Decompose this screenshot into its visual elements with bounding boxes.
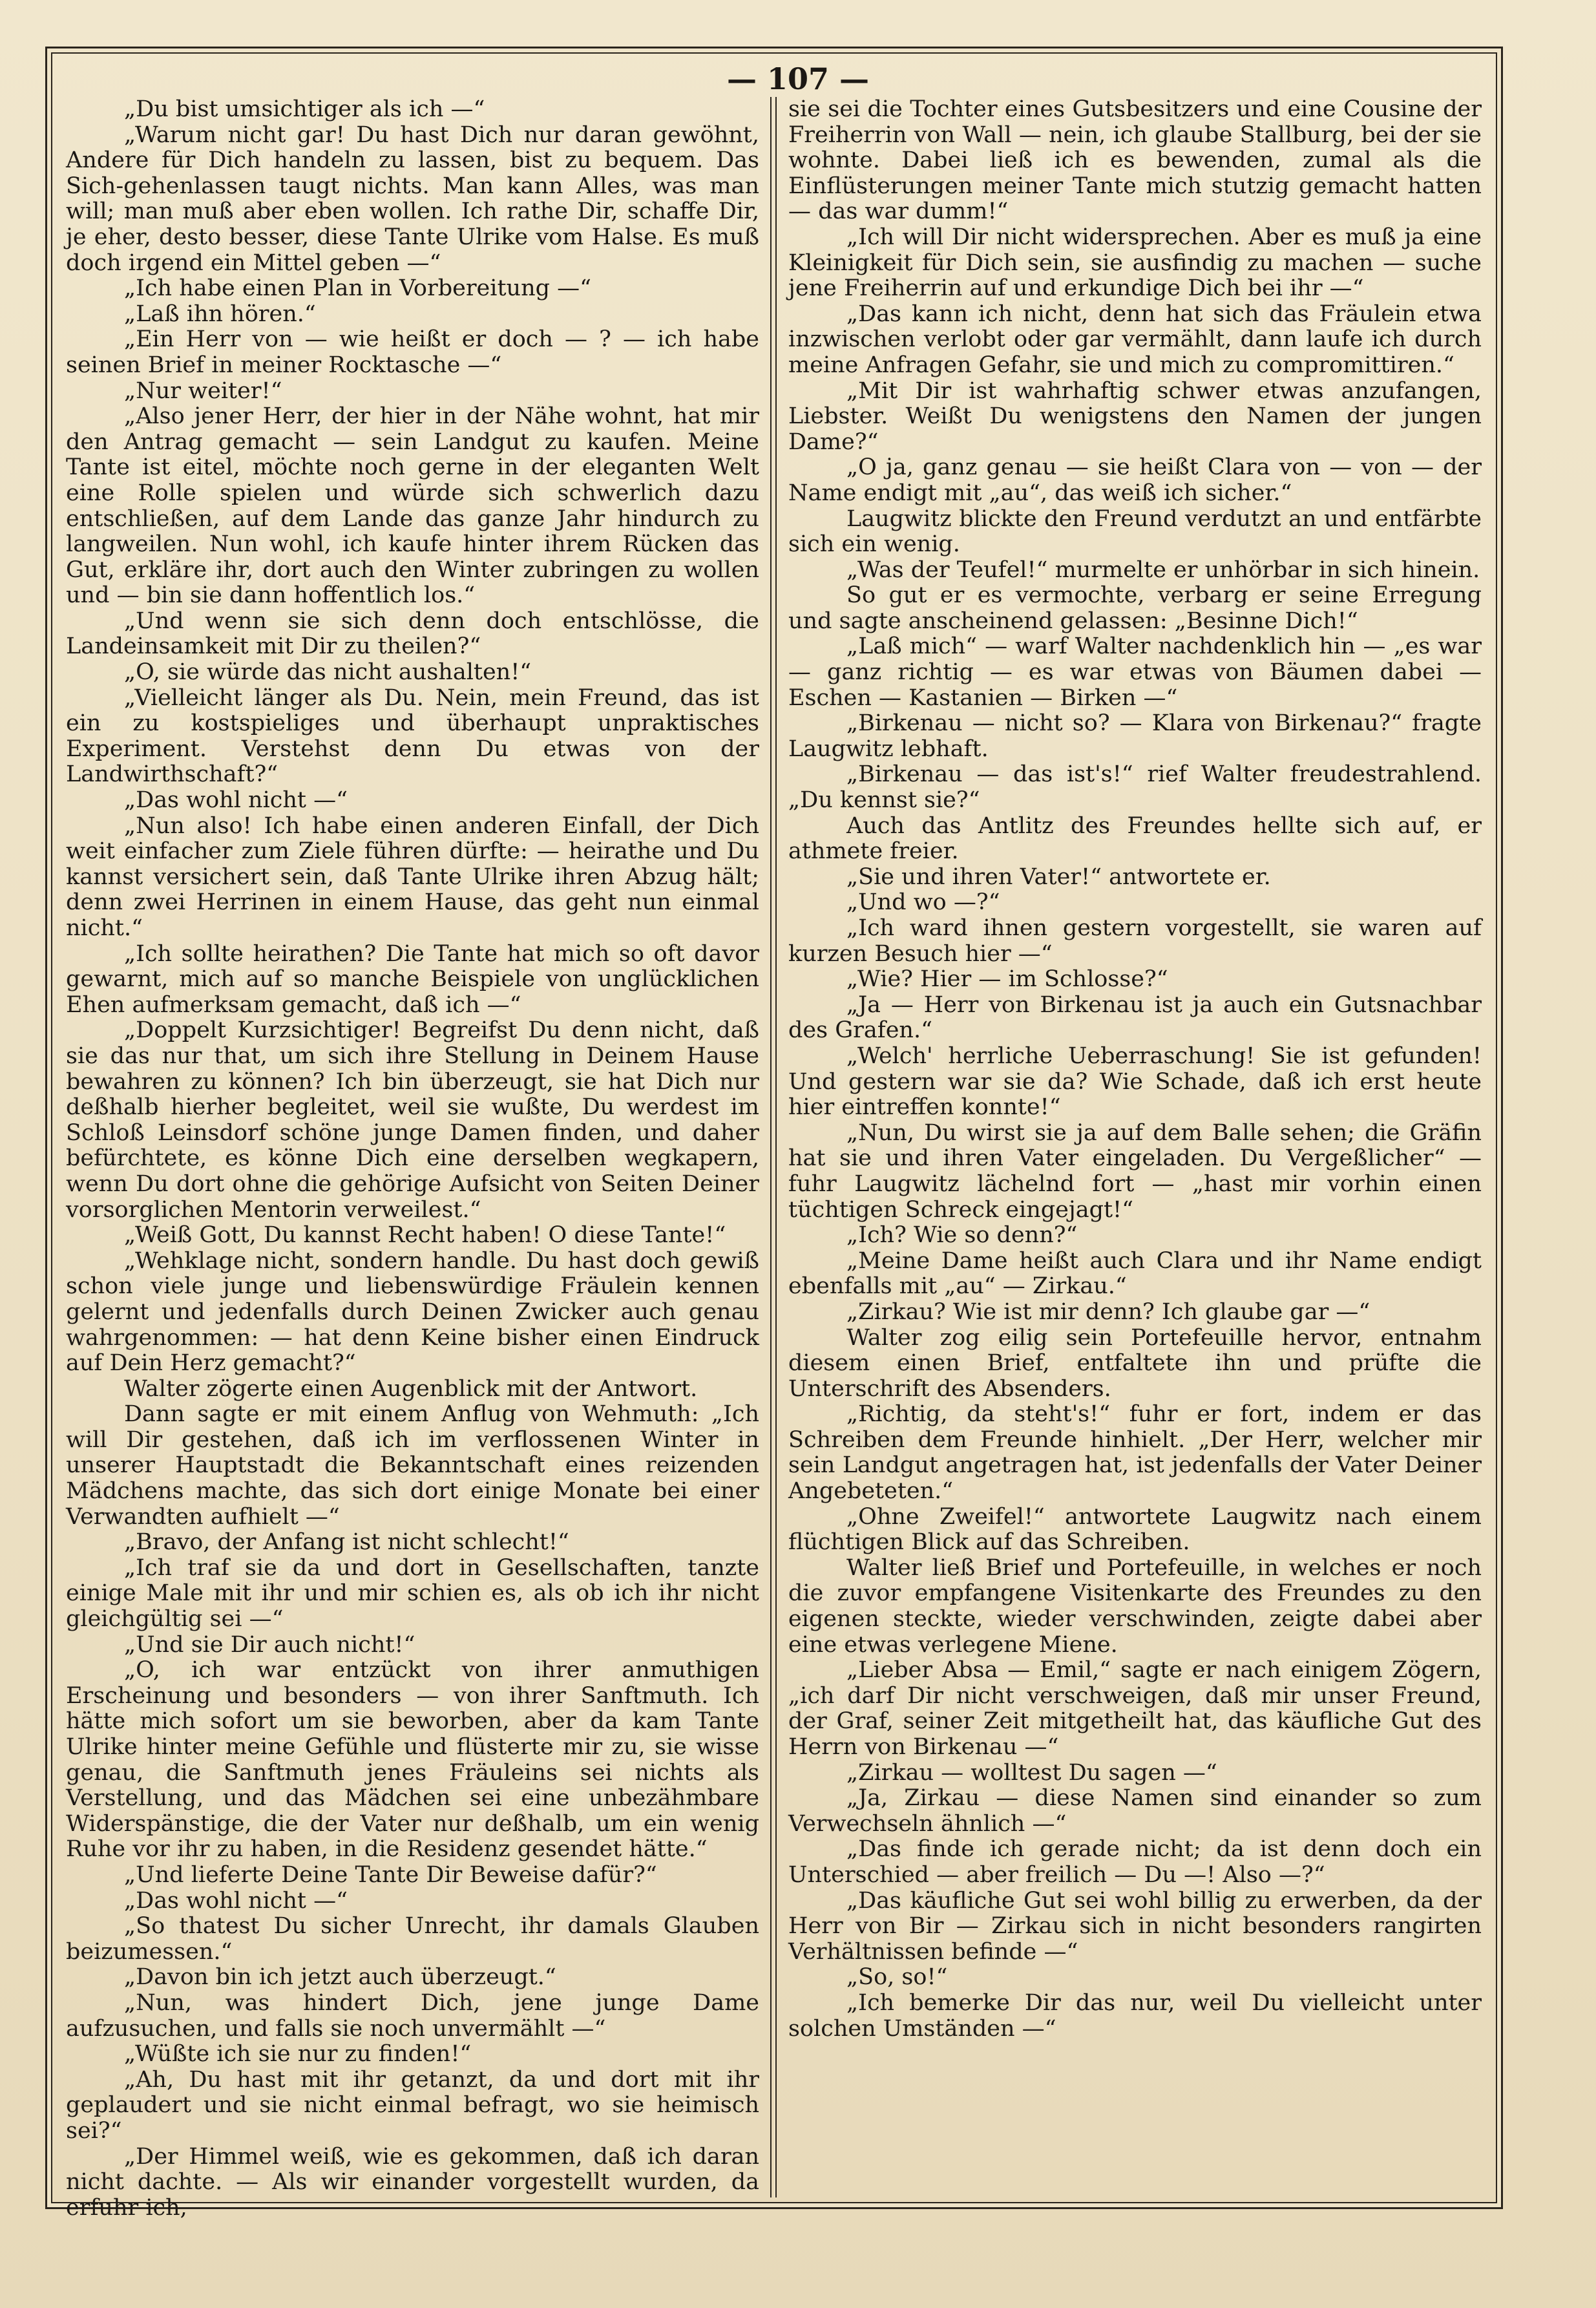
paragraph: „Richtig, da steht's!“ fuhr er fort, indem er das Schreiben dem Freunde hinhielt. „Der Herr, welcher mir sein Landgut angetragen hat, ist jedenfalls der Vater Deiner Angebeteten.“ (788, 1401, 1482, 1505)
paragraph: „Davon bin ich jetzt auch überzeugt.“ (124, 1964, 556, 1991)
paragraph: „Wüßte ich sie nur zu finden!“ (124, 2041, 472, 2068)
paragraph: „So, so!“ (846, 1964, 948, 1991)
paragraph: „Das käufliche Gut sei wohl billig zu erwerben, da der Herr von Bir — Zirkau sich in nicht besonders rangirten Verhältnissen befinde —“ (788, 1887, 1482, 1965)
paragraph: Auch das Antlitz des Freundes hellte sich auf, er athmete freier. (788, 812, 1482, 865)
paragraph: „Zirkau — wolltest Du sagen —“ (846, 1759, 1217, 1786)
paragraph: „Meine Dame heißt auch Clara und ihr Name endigt ebenfalls mit „au“ — Zirkau.“ (788, 1247, 1482, 1300)
paragraph: „Ein Herr von — wie heißt er doch — ? — ich habe seinen Brief in meiner Rocktasche —“ (66, 326, 759, 378)
paragraph: „Das finde ich gerade nicht; da ist denn doch ein Unterschied — aber freilich — Du —! Also —?“ (788, 1836, 1482, 1888)
paragraph: „Das kann ich nicht, denn hat sich das Fräulein etwa inzwischen verlobt oder gar vermählt, dann laufe ich durch meine Anfragen Gefahr, sie und mich zu compromittiren.“ (788, 301, 1482, 378)
paragraph: „Du bist umsichtiger als ich —“ (124, 96, 485, 122)
paragraph: „Nur weiter!“ (124, 377, 282, 404)
paragraph: „Sie und ihren Vater!“ antwortete er. (846, 863, 1271, 890)
paragraph: „Der Himmel weiß, wie es gekommen, daß ich daran nicht dachte. — Als wir einander vorgestellt wurden, da erfuhr ich, (66, 2143, 759, 2221)
paragraph: „Nun, Du wirst sie ja auf dem Balle sehen; die Gräfin hat sie und ihren Vater eingeladen. Du Vergeßlicher“ — fuhr Laugwitz lächelnd fort — „hast mir vorhin einen tüchtigen Schreck eingejagt!“ (788, 1119, 1482, 1223)
paragraph: „Laß ihn hören.“ (124, 301, 316, 327)
paragraph: Dann sagte er mit einem Anflug von Wehmuth: „Ich will Dir gestehen, daß ich im verflossenen Winter in unserer Hauptstadt die Bekanntschaft eines reizenden Mädchens machte, das sich dort einige Monate bei einer Verwandten aufhielt —“ (66, 1401, 759, 1530)
paragraph: „Nun also! Ich habe einen anderen Einfall, der Dich weit einfacher zum Ziele führen dürfte: — heirathe und Du kannst versichert sein, daß Tante Ulrike ihren Abzug hält; denn zwei Herrinen in einem Hause, das geht nun einmal nicht.“ (66, 812, 759, 941)
paragraph: „Ich traf sie da und dort in Gesellschaften, tanzte einige Male mit ihr und mir schien es, als ob ich ihr nicht gleichgültig sei —“ (66, 1554, 759, 1633)
paragraph: „Vielleicht länger als Du. Nein, mein Freund, das ist ein zu kostspieliges und überhaupt unpraktisches Experiment. Verstehst denn Du etwas von der Landwirthschaft?“ (66, 684, 759, 788)
column-divider (770, 97, 772, 2197)
paragraph: „Welch' herrliche Ueberraschung! Sie ist gefunden! Und gestern war sie da? Wie Schade, daß ich erst heute hier eintreffen konnte!“ (788, 1043, 1482, 1121)
paragraph: „Das wohl nicht —“ (124, 787, 348, 814)
paragraph: „Doppelt Kurzsichtiger! Begreifst Du denn nicht, daß sie das nur that, um sich ihre Stellung in Deinem Hause bewahren zu können? Ich bin überzeugt, sie hat Dich nur deßhalb hierher begleitet, weil sie wußte, Du werdest im Schloß Leinsdorf schöne junge Damen finden, und daher befürchtete, es könne Dich eine derselben wegkapern, wenn Du dort ohne die gehörige Aufsicht von Seiten Deiner vorsorglichen Mentorin verweilest.“ (66, 1017, 759, 1223)
paragraph: „Birkenau — nicht so? — Klara von Birkenau?“ fragte Laugwitz lebhaft. (788, 710, 1482, 762)
page-number: — 107 — (726, 61, 870, 96)
paragraph: Walter ließ Brief und Portefeuille, in welches er noch die zuvor empfangene Visitenkarte des Freundes zu den eigenen steckte, wieder verschwinden, zeigte dabei aber eine etwas verlegene Miene. (788, 1554, 1482, 1658)
right-text-column (788, 97, 1482, 2197)
paragraph: „Ich? Wie so denn?“ (846, 1222, 1078, 1249)
paragraph: „O, sie würde das nicht aushalten!“ (124, 659, 532, 686)
paragraph: „Ich bemerke Dir das nur, weil Du vielleicht unter solchen Umständen —“ (788, 1989, 1482, 2042)
paragraph: „Was der Teufel!“ murmelte er unhörbar in sich hinein. (846, 556, 1480, 583)
paragraph: „Nun, was hindert Dich, jene junge Dame aufzusuchen, und falls sie noch unvermählt —“ (66, 1989, 759, 2042)
paragraph: „Also jener Herr, der hier in der Nähe wohnt, hat mir den Antrag gemacht — sein Landgut zu kaufen. Meine Tante ist eitel, möchte noch gerne in der eleganten Welt eine Rolle spielen und würde sich schwerlich dazu entschließen, auf dem Lande das ganze Jahr hindurch zu langweilen. Nun wohl, ich kaufe hinter ihrem Rücken das Gut, erkläre ihr, dort auch den Winter zubringen zu wollen und — bin sie dann hoffentlich los.“ (66, 403, 759, 609)
paragraph: „Ich will Dir nicht widersprechen. Aber es muß ja eine Kleinigkeit für Dich sein, sie ausfindig zu machen — suche jene Freiherrin auf und erkundige Dich bei ihr —“ (788, 224, 1482, 302)
paragraph: „Bravo, der Anfang ist nicht schlecht!“ (124, 1529, 569, 1556)
paragraph: Walter zögerte einen Augenblick mit der Antwort. (124, 1375, 698, 1402)
paragraph: „Birkenau — das ist's!“ rief Walter freudestrahlend. „Du kennst sie?“ (788, 761, 1482, 814)
paragraph: „Ich ward ihnen gestern vorgestellt, sie waren auf kurzen Besuch hier —“ (788, 915, 1482, 967)
paragraph: „Warum nicht gar! Du hast Dich nur daran gewöhnt, Andere für Dich handeln zu lassen, bist zu bequem. Das Sich-gehenlassen taugt nichts. Man kann Alles, was man will; man muß aber eben wollen. Ich rathe Dir, schaffe Dir, je eher, desto besser, diese Tante Ulrike vom Halse. Es muß doch irgend ein Mittel geben —“ (66, 122, 759, 276)
paragraph: „Ah, Du hast mit ihr getanzt, da und dort mit ihr geplaudert und sie nicht einmal befragt, wo sie heimisch sei?“ (66, 2066, 759, 2144)
paragraph: „Weiß Gott, Du kannst Recht haben! O diese Tante!“ (124, 1222, 726, 1249)
paragraph: „Ich sollte heirathen? Die Tante hat mich so oft davor gewarnt, mich auf so manche Beispiele von unglücklichen Ehen aufmerksam gemacht, daß ich —“ (66, 940, 759, 1018)
paragraph: „O ja, ganz genau — sie heißt Clara von — von — der Name endigt mit „au“, das weiß ich sicher.“ (788, 454, 1482, 506)
paragraph: „O, ich war entzückt von ihrer anmuthigen Erscheinung und besonders — von ihrer Sanftmuth. Ich hätte mich sofort um sie beworben, aber da kam Tante Ulrike hinter meine Gefühle und flüsterte mir zu, sie wisse genau, die Sanftmuth jenes Fräuleins sei nichts als Verstellung, und das Mädchen sei eine unbezähmbare Widerspänstige, die der Vater nur deßhalb, um ein wenig Ruhe vor ihr zu haben, in die Residenz gesendet hätte.“ (66, 1657, 759, 1863)
paragraph: Walter zog eilig sein Portefeuille hervor, entnahm diesem einen Brief, entfaltete ihn und prüfte die Unterschrift des Absenders. (788, 1324, 1482, 1402)
paragraph: „Mit Dir ist wahrhaftig schwer etwas anzufangen, Liebster. Weißt Du wenigstens den Namen der jungen Dame?“ (788, 377, 1482, 455)
paragraph: „Das wohl nicht —“ (124, 1887, 348, 1914)
paragraph: „Laß mich“ — warf Walter nachdenklich hin — „es war — ganz richtig — es war etwas von Bäumen dabei — Eschen — Kastanien — Birken —“ (788, 633, 1482, 711)
paragraph: So gut er es vermochte, verbarg er seine Erregung und sagte anscheinend gelassen: „Besinne Dich!“ (788, 582, 1482, 634)
paragraph: „Zirkau? Wie ist mir denn? Ich glaube gar —“ (846, 1298, 1370, 1325)
paragraph: „Wie? Hier — im Schlosse?“ (846, 966, 1168, 993)
paragraph: „Und wenn sie sich denn doch entschlösse, die Landeinsamkeit mit Dir zu theilen?“ (66, 608, 759, 660)
paragraph: „Und sie Dir auch nicht!“ (124, 1631, 415, 1658)
paragraph: „Ohne Zweifel!“ antwortete Laugwitz nach einem flüchtigen Blick auf das Schreiben. (788, 1503, 1482, 1556)
paragraph: „Und lieferte Deine Tante Dir Beweise dafür?“ (124, 1861, 657, 1888)
left-text-column (66, 96, 759, 2221)
paragraph: „Ja, Zirkau — diese Namen sind einander so zum Verwechseln ähnlich —“ (788, 1785, 1482, 1837)
paragraph: „Wehklage nicht, sondern handle. Du hast doch gewiß schon viele junge und liebenswürdige Fräulein kennen gelernt und jedenfalls durch Deinen Zwicker auch genau wahrgenommen: — hat denn Keine bisher einen Eindruck auf Dein Herz gemacht?“ (66, 1247, 759, 1377)
paragraph: sie sei die Tochter eines Gutsbesitzers und eine Cousine der Freiherrin von Wall — nein, ich glaube Stallburg, bei der sie wohnte. Dabei ließ ich es bewenden, zumal als die Einflüsterungen meiner Tante mich stutzig gemacht hatten — das war dumm!“ (788, 96, 1482, 225)
paragraph: Laugwitz blickte den Freund verdutzt an und entfärbte sich ein wenig. (788, 505, 1482, 558)
paragraph: „Und wo —?“ (846, 889, 1000, 916)
paragraph: „So thatest Du sicher Unrecht, ihr damals Glauben beizumessen.“ (66, 1913, 759, 1965)
paragraph: „Ich habe einen Plan in Vorbereitung —“ (124, 275, 592, 302)
paragraph: „Ja — Herr von Birkenau ist ja auch ein Gutsnachbar des Grafen.“ (788, 991, 1482, 1044)
paragraph: „Lieber Absa — Emil,“ sagte er nach einigem Zögern, „ich darf Dir nicht verschweigen, daß mir unser Freund, der Graf, seiner Zeit mitgetheilt hat, das käufliche Gut des Herrn von Birkenau —“ (788, 1657, 1482, 1760)
